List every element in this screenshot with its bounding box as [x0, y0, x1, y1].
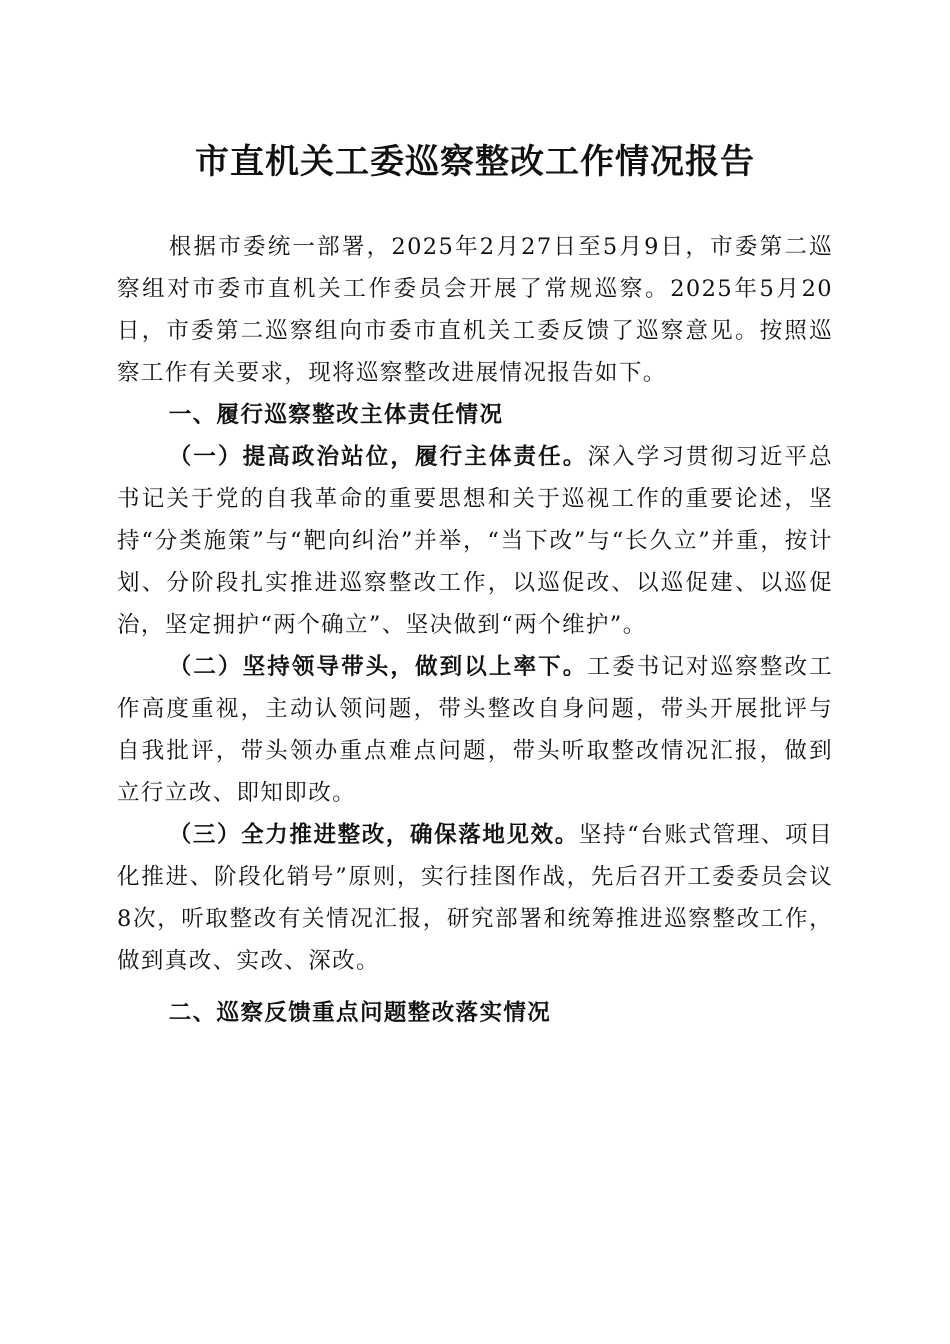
document-body: [117, 226, 833, 1034]
section-1-item-3: [117, 814, 833, 982]
section-1-item-2-text: 工委书记对巡察整改工作高度重视，主动认领问题，带头整改自身问题，带头开展批评与自我批评，带头领办重点难点问题，带头听取整改情况汇报，做到立行立改、即知即改。: [117, 654, 833, 806]
intro-paragraph: 根据市委统一部署，2025年2月27日至5月9日，市委第二巡察组对市委市直机关工作委员会开展了常规巡察。2025年5月20日，市委第二巡察组向市委市直机关工委反馈了巡察意见。按照巡察工作有关要求，现将巡察整改进展情况报告如下。: [117, 234, 833, 386]
section-2-heading: 二、巡察反馈重点问题整改落实情况: [168, 1000, 552, 1026]
section-1-item-1-text: 深入学习贯彻习近平总书记关于党的自我革命的重要思想和关于巡视工作的重要论述，坚持“分类施策”与“靶向纠治”并举，“当下改”与“长久立”并重，按计划、分阶段扎实推进巡察整改工作，以巡促改、以巡促建、以巡促治，坚定拥护“两个确立”、坚决做到“两个维护”。: [117, 444, 833, 638]
section-1-item-1: [117, 436, 833, 646]
section-1-item-3-text: 坚持“台账式管理、项目化推进、阶段化销号”原则，实行挂图作战，先后召开工委委员会议8次，听取整改有关情况汇报，研究部署和统筹推进巡察整改工作，做到真改、实改、深改。: [117, 822, 833, 974]
document-title: 市直机关工委巡察整改工作情况报告: [195, 142, 755, 182]
section-1-item-2: [117, 646, 833, 814]
section-1-heading: 一、履行巡察整改主体责任情况: [168, 402, 504, 428]
section-1-item-1-lead: （一）提高政治站位，履行主体责任。: [168, 444, 588, 470]
section-1-item-3-lead: （三）全力推进整改，确保落地见效。: [168, 822, 579, 848]
section-1-item-2-lead: （二）坚持领导带头，做到以上率下。: [168, 654, 588, 680]
